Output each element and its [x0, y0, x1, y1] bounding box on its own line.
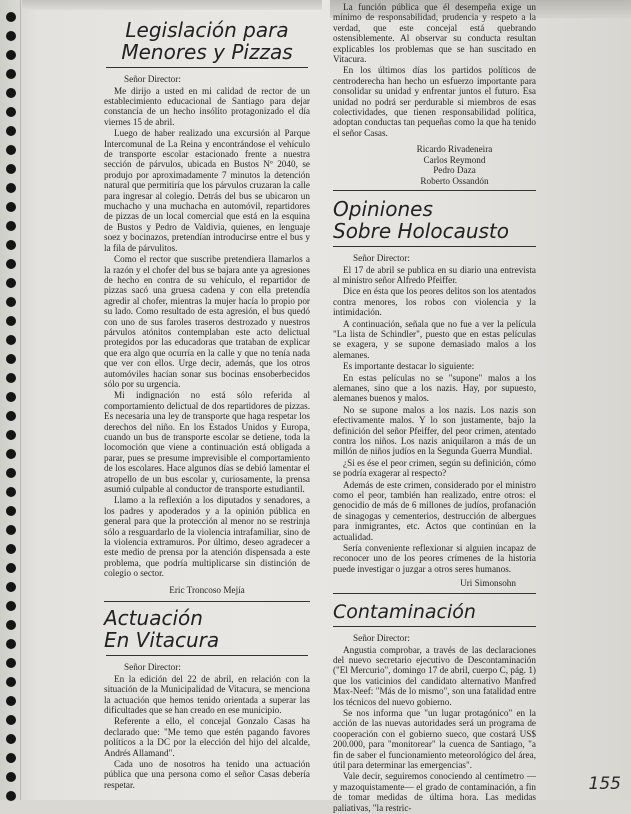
- binder-hole: [6, 392, 16, 402]
- article-holocausto: [333, 196, 536, 594]
- binder-hole: [6, 582, 16, 592]
- signer: Pedro Daza: [433, 165, 476, 176]
- top-edge-shadow-left: [22, 0, 322, 10]
- headline-rule: [333, 626, 536, 627]
- signer: Roberto Ossandón: [420, 175, 489, 186]
- paragraph: Como el rector que suscribe pretendiera llamarlos a la razón y el chofer del bus se bajara ante ya agresiones de hecho en contra de su vehículo, el repartidor de pizzas sacó una gruesa cadena y con ella pretendía agredir al chofer, mientras la mujer hacía lo propio por su lado. Como resultado de esta agresión, el bus quedó con uno de sus faroles traseros destrozado y nuestros párvulos atónitos contemplaban este acto delictual protegidos por las educadoras que trataban de explicar que era algo que ocurría en la calle y que no tenía nada que ver con ellos. Urge decir, además, que los otros automóviles hacían sonar sus bocinas ensoberbecidos sólo por su urgencia.: [104, 254, 310, 389]
- binder-holes: [6, 0, 20, 800]
- binder-hole: [6, 88, 16, 98]
- paragraph: Se nos informa que "un lugar protagónico" en la acción de las nuevas autoridades será un programa de cooperación con el gobierno sueco, que costará US$ 200.000, para "monitorear" la cuenca de Santiago, "a fin de saber el funcionamiento meteorológico del área, útil para determinar las emergencias".: [333, 708, 536, 771]
- paragraph: Referente a ello, el concejal Gonzalo Casas ha declarado que: "Me temo que estén pagando favores políticos a la DC por la elección del hijo del alcalde, Andrés Allamand".: [104, 716, 310, 758]
- left-column: [104, 14, 310, 791]
- paragraph: En la edición del 22 de abril, en relación con la situación de la Municipalidad de Vitacura, se menciona la actuación que hemos tenido orientada a superar las dificultades que se han creado en ese municipio.: [104, 673, 310, 715]
- paragraph: El 17 de abril se publica en su diario una entrevista al ministro señor Alfredo Pfeiffer.: [333, 264, 536, 285]
- paragraph: Cada uno de nosotros ha tenido una actuación pública que una persona como el señor Casas debería respetar.: [104, 758, 310, 790]
- binder-hole: [6, 373, 16, 383]
- right-column: [333, 2, 536, 814]
- paragraph: Además de este crimen, considerado por el ministro como el peor, también han realizado, entre otros: el genocidio de más de 6 millones de judíos, profanación de sinagogas y cementerios, destrucción de albergues para inmigrantes, etc. Actos que continúan en la actualidad.: [333, 479, 536, 542]
- binder-hole: [6, 145, 16, 155]
- headline-line-2: Menores y Pizzas: [121, 39, 293, 64]
- signature: Eric Troncoso Mejía: [169, 584, 245, 595]
- binder-hole: [6, 715, 16, 725]
- article-vitacura: [104, 608, 310, 790]
- paragraph: No se supone malos a los nazis. Los nazis son efectivamente malos. Y lo son justamente, bajo la definición del señor Pfeiffer, del peor crimen, atentado contra los niños. Los nazis aniquilaron a más de un millón de niños judíos en la Segunda Guerra Mundial.: [333, 404, 536, 457]
- binder-hole: [6, 753, 16, 763]
- binder-hole: [6, 734, 16, 744]
- paragraph: Mi indignación no está sólo referida al comportamiento delictual de dos repartidores de pizzas. Es necesaria una ley de transporte que haga respetar los derechos del niño. En los Estados Unidos y Europa, cuando un bus de transporte escolar se detiene, toda la locomoción que viene a continuación está obligada a parar, pues se presume imprevisible el comportamiento de los escolares. Hace algunos días se debió lamentar el atropello de un bus escolar y, curiosamente, la prensa asumió culpable al conductor de transporte estudiantil.: [104, 390, 310, 495]
- headline-line-2: Sobre Holocausto: [333, 218, 510, 243]
- paragraph: Es importante destacar lo siguiente:: [343, 361, 475, 372]
- page-number: 155: [588, 774, 621, 794]
- article-separator: [333, 190, 536, 191]
- binder-hole: [6, 50, 16, 60]
- binder-hole: [6, 506, 16, 516]
- binder-hole: [6, 430, 16, 440]
- binder-hole: [6, 31, 16, 41]
- binder-hole: [6, 69, 16, 79]
- paragraph: A continuación, señala que no fue a ver la película "La lista de Schindler", puesto que en estas películas se exagera, y se supone demasiado malos a los alemanes.: [333, 318, 536, 360]
- binder-hole: [6, 335, 16, 345]
- binder-hole: [6, 297, 16, 307]
- signer: Carlos Reymond: [423, 154, 486, 165]
- headline-rule: [106, 655, 308, 656]
- binder-hole: [6, 202, 16, 212]
- binder-hole: [6, 221, 16, 231]
- binder-hole: [6, 449, 16, 459]
- signature: Uri Simonsohn: [460, 578, 516, 589]
- binder-hole: [6, 468, 16, 478]
- headline-contaminacion: Contaminación: [333, 600, 476, 623]
- salutation: Señor Director:: [353, 253, 410, 264]
- binder-hole: [6, 240, 16, 250]
- salutation: Señor Director:: [353, 633, 410, 644]
- binder-hole: [6, 354, 16, 364]
- paragraph: Dice en ésta que los peores delitos son los atentados contra menores, los robos con violencia y la intimidación.: [333, 286, 536, 318]
- headline-line-1: Legislación para: [125, 18, 289, 42]
- salutation: Señor Director:: [124, 74, 181, 85]
- headline-line-2: En Vitacura: [104, 627, 220, 652]
- paragraph: En estas películas no se "supone" malos a los alemanes, sino que a los nazis. Hay, por supuesto, alemanes buenos y malos.: [333, 372, 536, 404]
- paragraph: Vale decir, seguiremos conociendo al centímetro —y mazoquistamente— el grado de contaminación, a fin de tomar medidas de última hora. Las medidas paliativas, "la restric-: [333, 771, 536, 813]
- salutation: Señor Director:: [124, 662, 181, 673]
- binder-hole: [6, 563, 16, 573]
- binder-hole: [6, 164, 16, 174]
- headline-rule: [106, 67, 308, 68]
- paragraph: Me dirijo a usted en mi calidad de rector de un establecimiento educacional de Santiago para dejar constancia de un hecho insólito protagonizado el día viernes 15 de abril.: [104, 85, 310, 127]
- binder-hole: [6, 487, 16, 497]
- article-contaminacion: [333, 602, 536, 813]
- binder-hole: [6, 259, 16, 269]
- headline-rule: [333, 246, 536, 247]
- binder-hole: [6, 658, 16, 668]
- binder-hole: [6, 677, 16, 687]
- binder-hole: [6, 620, 16, 630]
- binder-hole: [6, 772, 16, 782]
- paragraph: Angustia comprobar, a través de las declaraciones del nuevo secretario ejecutivo de Descontaminación ("El Mercurio", domingo 17 de abril, cuerpo C, pág. 1) que los vaticinios del candidato alternativo Manfred Max-Neef: "Más de lo mismo", son una fatalidad entre los técnicos del nuevo gobierno.: [333, 644, 536, 707]
- paragraph: En los últimos días los partidos políticos de centroderecha han hecho un esfuerzo importante para consolidar su unidad y enfrentar juntos el futuro. Esa unidad no podrá ser perdurable si miembros de esas colectividades, que tienen responsabilidad política, adoptan conductas tan pequeñas como la que ha tenido el señor Casas.: [333, 65, 536, 138]
- paragraph: La función pública que él desempeña exige un mínimo de responsabilidad, prudencia y respeto a la verdad, que este concejal está quebrando ostensiblemente. Al observar su conducta resultan explicables los problemas que se han suscitado en Vitacura.: [333, 2, 536, 65]
- paragraph: Llamo a la reflexión a los diputados y senadores, a los padres y apoderados y a la opinión pública en general para que la protección al menor no se restrinja sólo a resguardarlo de la violencia intrafamiliar, sino de la violencia extramuros. Por último, deseo agradecer a este medio de prensa por la atención dispensada a este problema, que podría multiplicarse sin distinción de colegio o sector.: [104, 495, 310, 579]
- binder-hole: [6, 316, 16, 326]
- signer: Ricardo Rivadeneira: [416, 144, 493, 155]
- article-continuation: [333, 2, 536, 191]
- binder-hole: [6, 12, 16, 22]
- headline-legislacion: [104, 20, 310, 63]
- article-separator: [333, 593, 536, 594]
- headline-line-1: Opiniones: [333, 196, 433, 221]
- binder-hole: [6, 601, 16, 611]
- binder-hole: [6, 544, 16, 554]
- paragraph: Sería conveniente reflexionar si alguien incapaz de reconocer uno de los peores crímenes de la historia puede investigar o juzgar a otros seres humanos.: [333, 543, 536, 574]
- signers: [333, 144, 536, 186]
- headline-holocausto: [333, 196, 536, 243]
- binder-hole: [6, 107, 16, 117]
- binder-hole: [6, 639, 16, 649]
- binder-hole: [6, 278, 16, 288]
- sheet-edge: [20, 0, 21, 800]
- article-legislacion: [104, 20, 310, 602]
- binder-hole: [6, 126, 16, 136]
- binder-hole: [6, 183, 16, 193]
- paragraph: ¿Si es ése el peor crimen, según su definición, cómo se podría exagerar al respecto?: [333, 457, 536, 479]
- headline-vitacura: [104, 608, 310, 651]
- binder-hole: [6, 696, 16, 706]
- paragraph: Luego de haber realizado una excursión al Parque Intercomunal de La Reina y encontrándose el vehículo de transporte escolar estacionado frente a nuestra sección de párvulos, ubicada en Bustos Nº 2040, se produjo por aproximadamente 7 minutos la detención natural que permitiría que los párvulos cruzaran la calle para ingresar al colegio. Detrás del bus se ubicaron un muchacho y una muchacha en automóvil, repartidores de pizzas de un local comercial que está en la esquina de Bustos y Pedro de Valdivia, quienes, en lenguaje soez y bocinazos, pretendían introducirse entre el bus y la fila de párvulitos.: [104, 128, 310, 253]
- article-separator: [104, 601, 310, 602]
- binder-hole: [6, 411, 16, 421]
- headline-line-1: Actuación: [104, 606, 203, 631]
- binder-hole: [6, 525, 16, 535]
